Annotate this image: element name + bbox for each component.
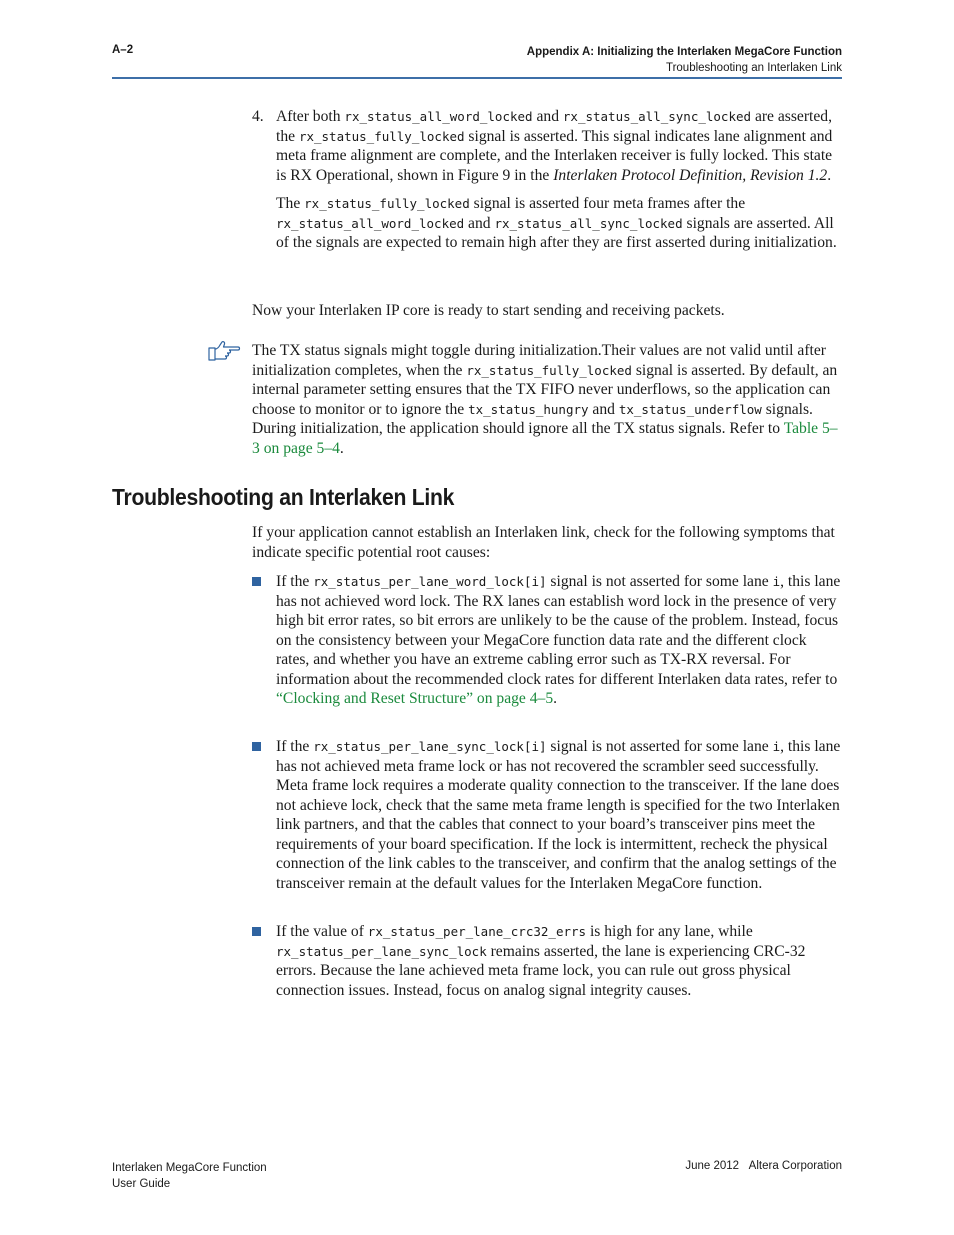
step-4-paragraph-1 [276, 107, 842, 185]
text-run: signals are asserted. All of the signals are expected to remain high after they are first asserted during initialization. [276, 214, 837, 251]
signal-name: i [772, 574, 781, 589]
signal-name: rx_status_per_lane_crc32_errs [367, 924, 587, 939]
doc-subtitle: User Guide [112, 1178, 171, 1190]
bullet-square-icon [252, 927, 261, 936]
text-run: , this lane has not achieved meta frame lock or has not recovered the scrambler seed successfully. Meta frame lock requires a moderate quality connection to the transceiver. If the lane does not achieve lock, check that the same meta frame length is specified for the two Interlaken link partners, and that the cables that connect to your board’s transceiver pins meet the requirements of your board specification. If the lock is intermittent, recheck the physical connection of the link cables to the transceiver, and confirm that the analog settings of the transceiver remain at the default values for the Interlaken MegaCore function. [276, 738, 841, 892]
list-item-text [276, 572, 842, 709]
text-run: signal is asserted four meta frames after the [469, 195, 746, 212]
list-item [252, 737, 842, 893]
doc-title: Interlaken MegaCore Function [112, 1162, 267, 1174]
signal-name: rx_status_fully_locked [304, 196, 470, 211]
ready-paragraph [252, 301, 842, 321]
section-title-header: Troubleshooting an Interlaken Link [665, 62, 842, 74]
bullet-square-icon [252, 577, 261, 586]
signal-name: rx_status_fully_locked [298, 128, 465, 144]
chapter-title: Appendix A: Initializing the Interlaken MegaCore Function [526, 46, 842, 58]
signal-name: rx_status_all_sync_locked [562, 109, 752, 124]
list-item [252, 572, 842, 709]
list-item-text [276, 922, 842, 1000]
text-run: signal is not asserted for some lane [546, 738, 773, 755]
signal-name: rx_status_per_lane_word_lock[i] [313, 574, 547, 589]
text-run: The TX status signals might toggle during initialization.Their values are not valid until after initialization completes, when the [252, 342, 826, 379]
text-run: are asserted, the [276, 108, 833, 145]
signal-name: rx_status_fully_locked [466, 362, 632, 378]
text-run: . [553, 690, 558, 707]
ready-text: Now your Interlaken IP core is ready to start sending and receiving packets. [252, 302, 725, 319]
signal-name: tx_status_hungry [468, 401, 589, 417]
cross-reference-link[interactable]: “Clocking and Reset Structure” on page 4–5 [276, 690, 554, 707]
text-run: signals. During initialization, the application should ignore all the TX status signals. Refer to [252, 400, 813, 437]
signal-name: rx_status_per_lane_sync_lock [276, 943, 487, 959]
text-run: . [827, 166, 832, 184]
text-run: signal is not asserted for some lane [546, 573, 773, 590]
pointing-hand-icon [207, 340, 241, 362]
footer-right [685, 1160, 842, 1172]
text-run: If the [276, 573, 314, 590]
footer-company: Altera Corporation [748, 1160, 842, 1172]
note-text [252, 341, 842, 458]
bullet-square-icon [252, 742, 261, 751]
text-run: signal is asserted. This signal indicates lane alignment and meta frame alignment are complete, and the Interlaken receiver is fully locked. This state is RX Operational, shown in Figure 9 in the [276, 127, 833, 184]
text-run: is high for any lane, while [586, 923, 753, 940]
text-run: After both [276, 108, 345, 125]
text-run: If the value of [276, 923, 368, 940]
step-4 [252, 107, 842, 253]
header-rule [112, 77, 842, 79]
text-run: signal is asserted. By default, an internal parameter setting ensures that the TX FIFO never underflows, so the application can choose to monitor or to ignore the [252, 361, 838, 418]
text-run: remains asserted, the lane is experiencing CRC-32 errors. Because the lane achieved meta frame lock, you can rule out gross physical connection issues. Instead, focus on analog signal integrity causes. [276, 942, 806, 999]
text-run: and [464, 214, 495, 232]
page-number: A–2 [112, 44, 134, 56]
list-item-text [276, 737, 842, 893]
step-4-paragraph-2 [276, 194, 842, 253]
text-run: The [276, 195, 305, 212]
intro-paragraph [252, 523, 842, 562]
list-item [252, 922, 842, 1000]
step-number: 4. [252, 108, 264, 125]
signal-name: tx_status_underflow [618, 401, 762, 417]
text-run: If the [276, 738, 314, 755]
text-run: and [532, 108, 563, 125]
signal-name: i [772, 739, 781, 754]
cross-reference-link[interactable]: Table 5–3 on page 5–4 [252, 420, 838, 457]
signal-name: rx_status_per_lane_sync_lock[i] [313, 739, 547, 754]
document-reference: Interlaken Protocol Definition, Revision 1.2 [553, 166, 828, 184]
note [252, 341, 842, 458]
text-run: and [588, 400, 619, 418]
signal-name: rx_status_all_word_locked [276, 215, 465, 231]
intro-text: If your application cannot establish an Interlaken link, check for the following symptoms that indicate specific potential root causes: [252, 524, 835, 561]
signal-name: rx_status_all_sync_locked [494, 215, 683, 231]
text-run: . [339, 439, 344, 457]
signal-name: rx_status_all_word_locked [344, 109, 533, 124]
text-run: , this lane has not achieved word lock. The RX lanes can establish word lock in the presence of very high bit error rates, so bit errors are unlikely to be the cause of the problem. Instead, focus on the consistency between your MegaCore function data rate and the different clock rates, and whether you have an extreme cabling error such as TX-RX reversal. For information about the recommended clock rates for different Interlaken data rates, refer to [276, 573, 841, 688]
running-header [527, 44, 842, 76]
footer-left [112, 1160, 267, 1192]
section-heading: Troubleshooting an Interlaken Link [112, 484, 455, 510]
footer-date: June 2012 [685, 1160, 740, 1172]
